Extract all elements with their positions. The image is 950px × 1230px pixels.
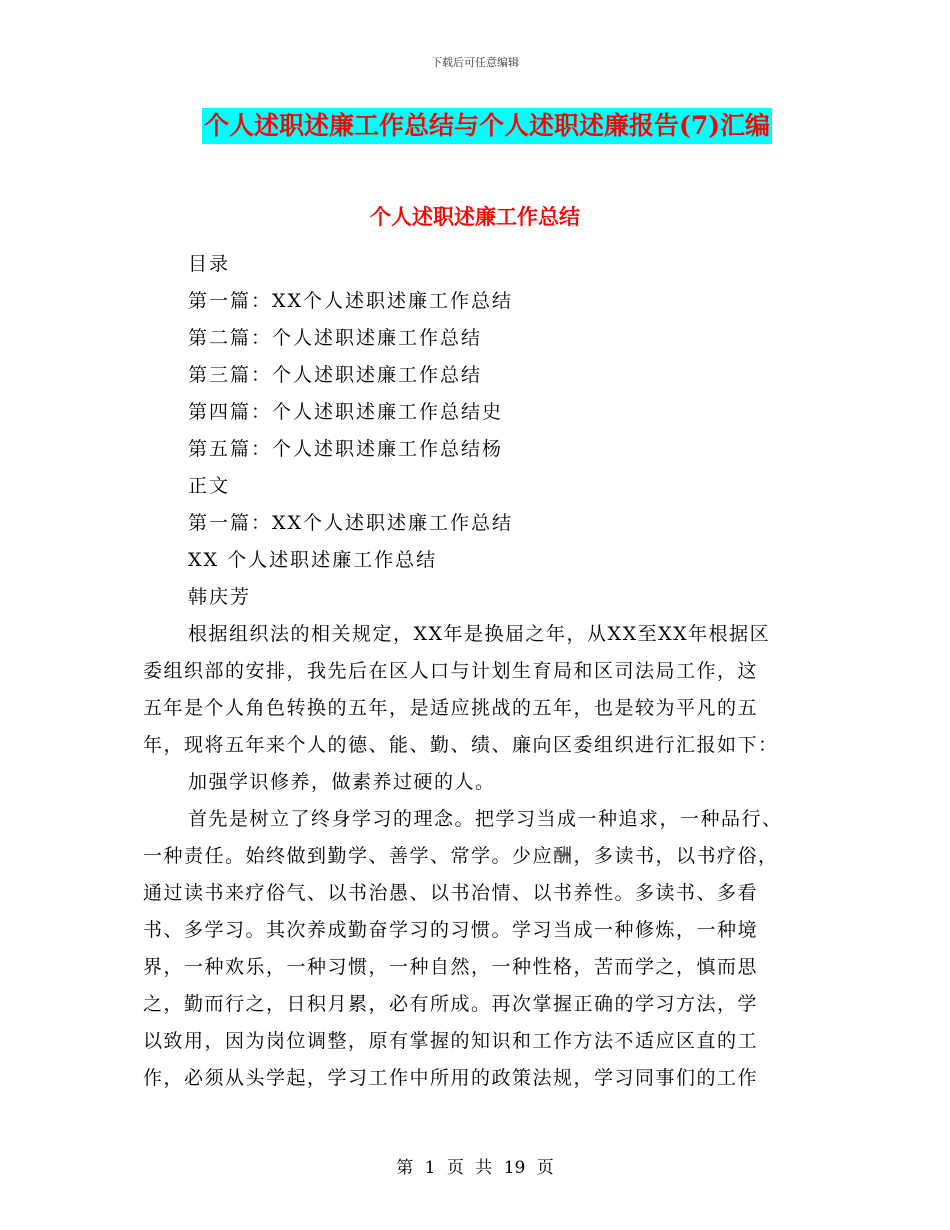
toc-line: XX 个人述职述廉工作总结 [188,549,438,571]
section-title: 个人述职述廉工作总结 [370,204,580,229]
toc-line: 第一篇：XX个人述职述廉工作总结 [188,290,514,312]
text-line: 之，勤而行之，日积月累，必有所成。再次掌握正确的学习方法，学 [143,993,759,1015]
paragraph-intro [143,616,811,801]
toc-line: 第一篇：XX个人述职述廉工作总结 [188,512,514,534]
toc-line: 正文 [188,475,231,497]
author-line: 韩庆芳 [188,586,252,608]
text-line: 通过读书来疗俗气、以书治愚、以书冶情、以书养性。多读书、多看 [143,882,759,904]
document-title: 个人述职述廉工作总结与个人述职述廉报告(7)汇编 [202,108,772,144]
subheading: 加强学识修养，做素养过硬的人。 [188,771,496,793]
text-line: 一种责任。始终做到勤学、善学、常学。少应酬，多读书，以书疗俗， [143,845,779,867]
text-line: 首先是树立了终身学习的理念。把学习当成一种追求，一种品行、 [188,808,783,830]
text-line: 界，一种欢乐，一种习惯，一种自然，一种性格，苦而学之，慎而思 [143,956,759,978]
text-line: 书、多学习。其次养成勤奋学习的习惯。学习当成一种修炼，一种境 [143,919,759,941]
toc-line: 第三篇：个人述职述廉工作总结 [188,364,483,386]
text-line: 五年是个人角色转换的五年，是适应挑战的五年，也是较为平凡的五 [143,697,759,719]
toc-line: 目录 [188,253,231,275]
page-header: 下载后可任意编辑 [431,56,519,69]
text-line: 委组织部的安排，我先后在区人口与计划生育局和区司法局工作，这 [143,660,759,682]
text-line: 根据组织法的相关规定，XX年是换届之年，从XX至XX年根据区 [188,623,771,645]
text-line: 以致用，因为岗位调整，原有掌握的知识和工作方法不适应区直的工 [143,1030,759,1052]
paragraph-study [143,801,811,1097]
text-line: 年，现将五年来个人的德、能、勤、绩、廉向区委组织进行汇报如下： [143,734,779,756]
text-line: 作，必须从头学起，学习工作中所用的政策法规，学习同事们的工作 [143,1067,759,1089]
toc-line: 第五篇：个人述职述廉工作总结杨 [188,438,504,460]
page-footer: 第 1 页 共 19 页 [396,1158,554,1178]
table-of-contents [188,246,513,616]
toc-line: 第四篇：个人述职述廉工作总结史 [188,401,504,423]
toc-line: 第二篇：个人述职述廉工作总结 [188,327,483,349]
